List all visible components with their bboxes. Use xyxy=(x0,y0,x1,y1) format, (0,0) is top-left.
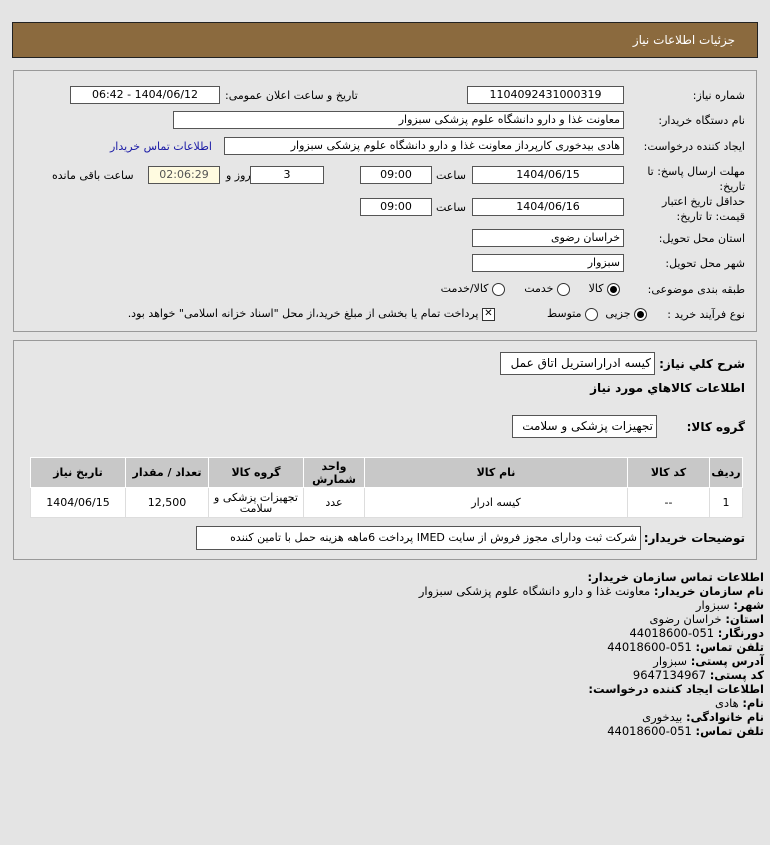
reply-date-field[interactable]: 1404/06/15 xyxy=(472,166,624,184)
process-radio-medium[interactable] xyxy=(547,307,598,321)
summary-label: شرح کلي نیاز: xyxy=(659,357,745,371)
need-number-label: شماره نیاز: xyxy=(692,89,745,102)
checkbox-icon: ✕ xyxy=(482,308,495,321)
summary-field: کیسه ادراراستریل اتاق عمل xyxy=(500,352,655,375)
province-label: استان محل تحویل: xyxy=(658,232,745,245)
category-radio-both[interactable] xyxy=(441,282,505,296)
family-value: بیدخوری xyxy=(642,710,683,724)
family-label: نام خانوادگی: xyxy=(686,710,764,724)
radio-label: خدمت xyxy=(524,282,554,295)
col-date: تاریخ نیاز xyxy=(31,458,126,488)
cell-date: 1404/06/15 xyxy=(31,488,126,518)
cell-unit: عدد xyxy=(304,488,365,518)
cell-group: تجهیزات پزشکی و سلامت xyxy=(209,488,304,518)
process-label: نوع فرآیند خرید : xyxy=(667,308,745,321)
creator-phone-value: 051-44018600 xyxy=(607,724,692,738)
days-field[interactable]: 3 xyxy=(250,166,324,184)
category-radio-service[interactable] xyxy=(524,282,570,296)
group-label: گروه کالا: xyxy=(686,420,745,434)
city-value: سبزوار xyxy=(695,598,730,612)
name-label: نام: xyxy=(742,696,764,710)
validity-date-field[interactable]: 1404/06/16 xyxy=(472,198,624,216)
radio-icon xyxy=(607,283,620,296)
radio-icon xyxy=(634,308,647,321)
radio-label: کالا/خدمت xyxy=(440,282,489,295)
radio-label: کالا xyxy=(588,282,604,295)
table-header-row xyxy=(31,458,743,488)
province-field[interactable]: خراسان رضوی xyxy=(472,229,624,247)
group-field: تجهیزات پزشکی و سلامت xyxy=(512,415,657,438)
days-label: روز و xyxy=(226,169,251,182)
address-value: سبزوار xyxy=(653,654,688,668)
province-label: استان: xyxy=(725,612,764,626)
radio-icon xyxy=(585,308,598,321)
page-title: جزئیات اطلاعات نیاز xyxy=(632,33,735,47)
address-label: آدرس پستی: xyxy=(690,654,764,668)
announce-field[interactable]: 1404/06/12 - 06:42 xyxy=(70,86,220,104)
postal-label: کد پستی: xyxy=(709,668,764,682)
goods-table xyxy=(30,457,743,518)
phone-label: تلفن تماس: xyxy=(695,640,764,654)
creator-field[interactable]: هادی بیدخوری کارپرداز معاونت غذا و دارو دانشگاه علوم پزشکی سبزوار xyxy=(224,137,624,155)
buyer-org-label: نام دستگاه خریدار: xyxy=(658,114,745,127)
postal-value: 9647134967 xyxy=(632,668,707,682)
col-group: گروه کالا xyxy=(209,458,304,488)
col-qty: تعداد / مقدار xyxy=(126,458,209,488)
city-field[interactable]: سبزوار xyxy=(472,254,624,272)
col-name: نام کالا xyxy=(365,458,628,488)
name-value: هادی xyxy=(714,696,739,710)
col-code: کد کالا xyxy=(628,458,710,488)
contact-title: اطلاعات تماس سازمان خریدار: xyxy=(587,570,764,584)
category-label: طبقه بندی موضوعی: xyxy=(647,283,745,296)
buyer-contact-info xyxy=(419,570,764,738)
reply-deadline-label: مهلت ارسال پاسخ: تا تاریخ: xyxy=(647,165,745,193)
price-validity-label: حداقل تاریخ اعتبار قیمت: تا تاریخ: xyxy=(661,195,745,223)
radio-label: جزیی xyxy=(605,307,631,320)
payment-note: پرداخت تمام یا بخشی از مبلغ خرید،از محل "اسناد خزانه اسلامی" خواهد بود. xyxy=(127,307,479,320)
buyer-org-field[interactable]: معاونت غذا و دارو دانشگاه علوم پزشکی سبزوار xyxy=(173,111,624,129)
cell-name: کیسه ادرار xyxy=(365,488,628,518)
col-unit: واحد شمارش xyxy=(304,458,365,488)
notes-field: شرکت ثبت ودارای مجوز فروش از سایت IMED پرداخت 6ماهه هزینه حمل با تامین کننده xyxy=(196,526,641,550)
reply-time-field[interactable]: 09:00 xyxy=(360,166,432,184)
province-value: خراسان رضوی xyxy=(649,612,722,626)
cell-code: -- xyxy=(628,488,710,518)
phone-value: 051-44018600 xyxy=(607,640,692,654)
radio-icon xyxy=(492,283,505,296)
goods-section-title: اطلاعات کالاهاي مورد نیاز xyxy=(590,381,745,395)
creator-title: اطلاعات ایجاد کننده درخواست: xyxy=(588,682,764,696)
notes-label: توضیحات خریدار: xyxy=(643,531,745,545)
category-radio-goods[interactable] xyxy=(589,282,620,296)
col-row: ردیف xyxy=(710,458,743,488)
creator-label: ایجاد کننده درخواست: xyxy=(643,140,745,153)
validity-time-field[interactable]: 09:00 xyxy=(360,198,432,216)
cell-row: 1 xyxy=(710,488,743,518)
reply-time-label: ساعت xyxy=(436,169,466,182)
table-row xyxy=(31,488,743,518)
remaining-time-field: 02:06:29 xyxy=(148,166,220,184)
process-radio-minor[interactable] xyxy=(605,307,647,321)
treasury-checkbox[interactable] xyxy=(128,307,495,321)
cell-qty: 12,500 xyxy=(126,488,209,518)
page-header xyxy=(12,22,758,58)
city-label: شهر: xyxy=(733,598,764,612)
fax-value: 051-44018600 xyxy=(629,626,715,640)
city-label: شهر محل تحویل: xyxy=(665,257,745,270)
creator-phone-label: تلفن تماس: xyxy=(695,724,764,738)
fax-label: دورنگار: xyxy=(717,626,764,640)
org-label: نام سازمان خریدار: xyxy=(653,584,764,598)
org-value: معاونت غذا و دارو دانشگاه علوم پزشکی سبزوار xyxy=(418,584,651,598)
validity-time-label: ساعت xyxy=(436,201,466,214)
radio-icon xyxy=(557,283,570,296)
need-number-field[interactable]: 1104092431000319 xyxy=(467,86,624,104)
announce-label: تاریخ و ساعت اعلان عمومی: xyxy=(225,89,358,102)
radio-label: متوسط xyxy=(546,307,582,320)
remaining-label: ساعت باقی مانده xyxy=(52,169,134,182)
buyer-contact-link[interactable]: اطلاعات تماس خریدار xyxy=(110,140,212,153)
